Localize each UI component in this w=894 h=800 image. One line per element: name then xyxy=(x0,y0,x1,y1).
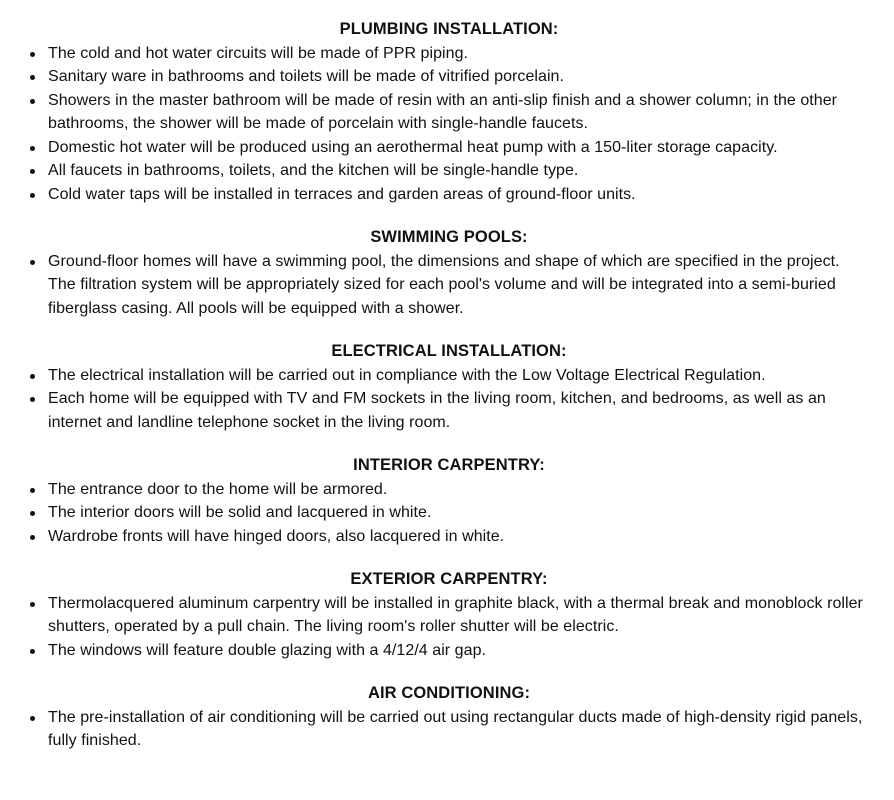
section-title: INTERIOR CARPENTRY: xyxy=(353,456,545,474)
list-item: Ground-floor homes will have a swimming pool, the dimensions and shape of which are specified in the project. The filtration system will be appropriately sized for each pool's volume and will be integrated into a semi-buried fiberglass casing. All pools will be equipped with a shower. xyxy=(28,250,870,321)
section-electrical xyxy=(28,340,870,434)
section-title: ELECTRICAL INSTALLATION: xyxy=(331,342,567,360)
bullet-list xyxy=(28,706,870,753)
section-title: EXTERIOR CARPENTRY: xyxy=(350,570,548,588)
section-air-conditioning xyxy=(28,682,870,753)
list-item: Sanitary ware in bathrooms and toilets will be made of vitrified porcelain. xyxy=(28,65,870,89)
section-title: PLUMBING INSTALLATION: xyxy=(339,20,559,38)
list-item: Thermolacquered aluminum carpentry will be installed in graphite black, with a thermal break and monoblock roller shutters, operated by a pull chain. The living room's roller shutter will be electric. xyxy=(28,592,870,639)
list-item: The windows will feature double glazing with a 4/12/4 air gap. xyxy=(28,639,870,663)
list-item: The cold and hot water circuits will be made of PPR piping. xyxy=(28,42,870,66)
section-swimming-pools xyxy=(28,226,870,320)
bullet-list xyxy=(28,42,870,207)
section-exterior-carpentry xyxy=(28,568,870,662)
section-title: SWIMMING POOLS: xyxy=(370,228,528,246)
list-item: All faucets in bathrooms, toilets, and the kitchen will be single-handle type. xyxy=(28,159,870,183)
section-plumbing xyxy=(28,18,870,206)
list-item: The entrance door to the home will be armored. xyxy=(28,478,870,502)
list-item: The electrical installation will be carried out in compliance with the Low Voltage Electrical Regulation. xyxy=(28,364,870,388)
list-item: Wardrobe fronts will have hinged doors, also lacquered in white. xyxy=(28,525,870,549)
list-item: The pre-installation of air conditioning will be carried out using rectangular ducts made of high-density rigid panels, fully finished. xyxy=(28,706,870,753)
bullet-list xyxy=(28,592,870,663)
list-item: The interior doors will be solid and lacquered in white. xyxy=(28,501,870,525)
list-item: Each home will be equipped with TV and FM sockets in the living room, kitchen, and bedrooms, as well as an internet and landline telephone socket in the living room. xyxy=(28,387,870,434)
list-item: Domestic hot water will be produced using an aerothermal heat pump with a 150-liter storage capacity. xyxy=(28,136,870,160)
bullet-list xyxy=(28,250,870,321)
list-item: Cold water taps will be installed in terraces and garden areas of ground-floor units. xyxy=(28,183,870,207)
bullet-list xyxy=(28,478,870,549)
section-title: AIR CONDITIONING: xyxy=(367,684,531,702)
bullet-list xyxy=(28,364,870,435)
list-item: Showers in the master bathroom will be made of resin with an anti-slip finish and a shower column; in the other bathrooms, the shower will be made of porcelain with single-handle faucets. xyxy=(28,89,870,136)
section-interior-carpentry xyxy=(28,454,870,548)
